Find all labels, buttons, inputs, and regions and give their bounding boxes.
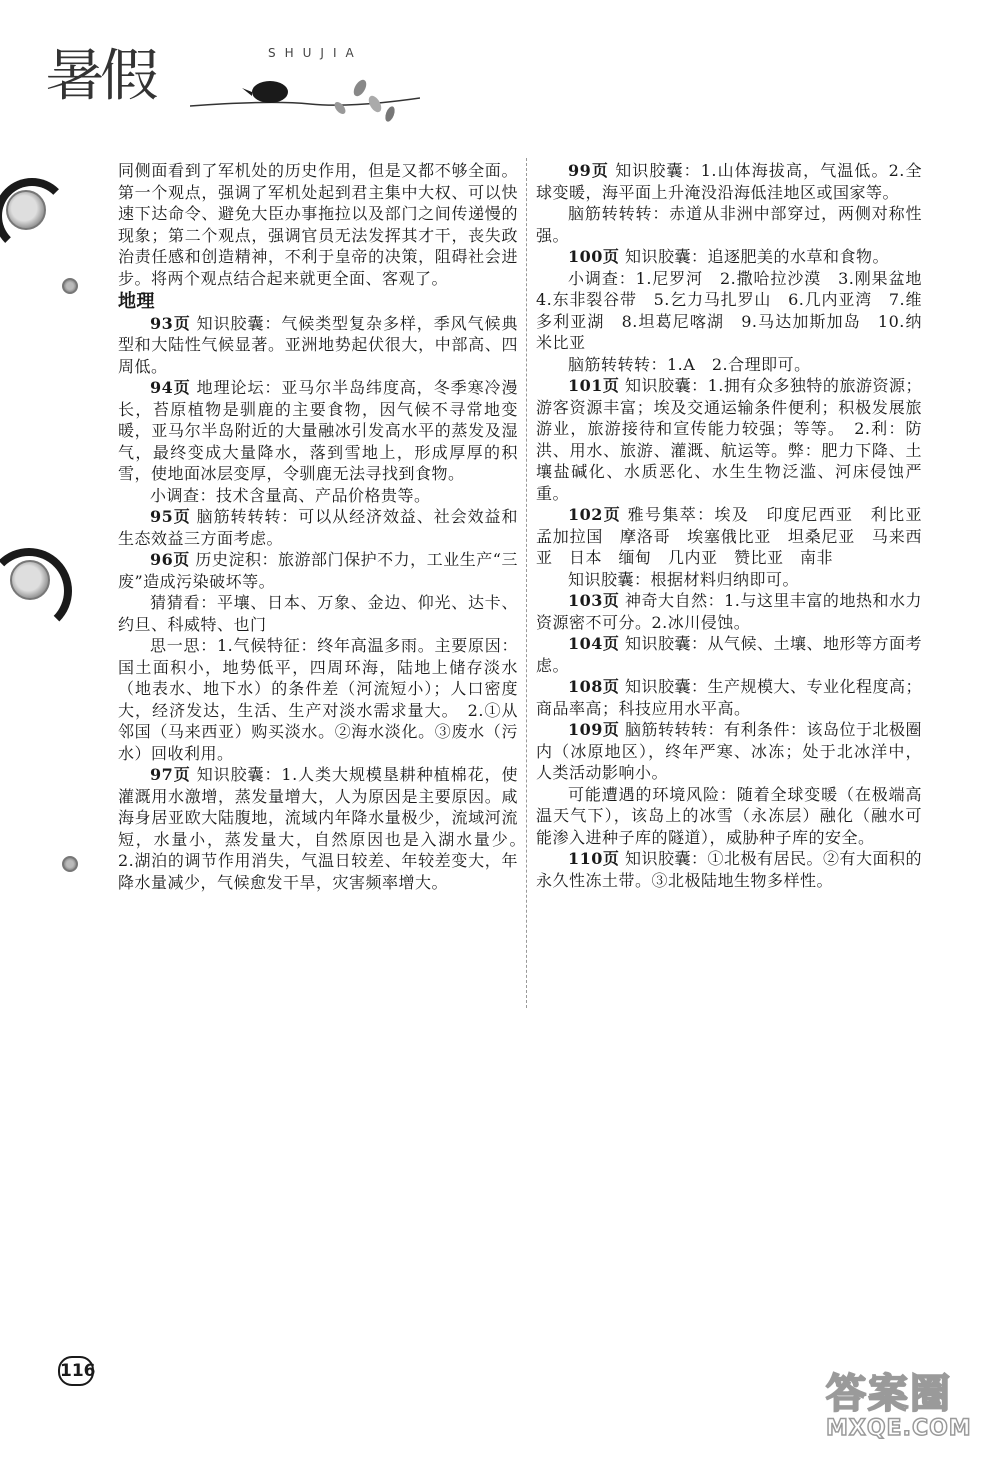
answer-item: [118, 485, 518, 507]
answer-text: 知识胶囊：根据材料归纳即可。: [568, 569, 800, 589]
answer-text: 知识胶囊：从气候、土壤、地形等方面考虑。: [536, 634, 923, 675]
answer-item: [118, 313, 518, 378]
page-header: [40, 38, 440, 108]
answer-text: 知识胶囊：①北极有居民。②有大面积的永久性冻土带。③北极陆地生物多样性。: [536, 849, 923, 890]
page-ref: 108页: [568, 677, 620, 696]
page-number: 116: [58, 1356, 94, 1386]
binder-hole-icon: [62, 278, 78, 294]
answer-text: 地理论坛：亚马尔半岛纬度高，冬季寒冷漫长，苔原植物是驯鹿的主要食物，因气候不寻常地变暖，亚马尔半岛附近的大量融冰引发高水平的蒸发及湿气，最终变成大量降水，落到雪地上，形成厚厚的积雪，使地面冰层变厚，令驯鹿无法寻找到食物。: [118, 378, 518, 483]
answer-item: [536, 676, 922, 719]
answer-text: 知识胶囊：1.人类大规模垦耕种植棉花，使灌溉用水激增，蒸发量增大，人为原因是主要原因。咸海身居亚欧大陆腹地，流域内年降水量极少，流域河流短，水量小，蒸发量大，自然原因也是入湖水量少。 2.湖泊的调节作用消失，气温日较差、年较差变大，年降水量减少，气候愈发干旱，灾害频率增大。: [118, 765, 535, 892]
answer-text: 脑筋转转转：有利条件：该岛位于北极圈内（冰原地区），终年严寒、冰冻；处于北冰洋中，人类活动影响小。: [536, 720, 923, 782]
binder-hole-icon: [62, 856, 78, 872]
answer-item: [536, 848, 922, 891]
answer-text: 知识胶囊：气候类型复杂多样，季风气候典型和大陆性气候显著。亚洲地势起伏很大，中部高、四周低。: [118, 313, 518, 376]
page-ref: 102页: [568, 505, 622, 524]
answer-item: [536, 203, 922, 246]
intro-paragraph: 同侧面看到了军机处的历史作用，但是又都不够全面。第一个观点，强调了军机处起到君主集中大权、可以快速下达命令、避免大臣办事拖拉以及部门之间传递慢的现象；第二个观点，强调官员无法发挥其才干，丧失政治责任感和创造精神，不利于皇帝的决策，阻碍社会进步。将两个观点结合起来就更全面、客观了。: [118, 161, 518, 288]
answer-text: 脑筋转转转：可以从经济效益、社会效益和生态效益三方面考虑。: [118, 507, 518, 548]
answer-text: 小调查：技术含量高、产品价格贵等。: [150, 485, 431, 505]
page-ref: 103页: [568, 591, 620, 610]
answer-text: 脑筋转转转：赤道从非洲中部穿过，两侧对称性强。: [536, 204, 922, 245]
page-ref: 104页: [568, 634, 620, 653]
answer-text: 雅号集萃：埃及 印度尼西亚 利比亚 孟加拉国 摩洛哥 埃塞俄比亚 坦桑尼亚 马来西亚 日本 缅甸 几内亚 赞比亚 南非: [536, 505, 939, 567]
branch-bird-icon: [190, 58, 420, 128]
answer-item: [536, 246, 922, 268]
watermark-url: MXQE.COM: [826, 1416, 972, 1441]
page-ref: 93页: [150, 313, 191, 333]
answer-text: 思一思：1.气候特征：终年高温多雨。主要原因：国土面积小，地势低平，四周环海，陆地上储存淡水（地表水、地下水）的条件差（河流短小）；人口密度大，经济发达，生活、生产对淡水需求量大。 2.①从邻国（马来西亚）购买淡水。②海水淡化。③废水（污水）回收利用。: [118, 636, 518, 763]
answer-text: 神奇大自然：1.与这里丰富的地热和水力资源密不可分。2.冰川侵蚀。: [536, 591, 922, 632]
page-ref: 96页: [150, 550, 190, 569]
page-ref: 95页: [150, 507, 191, 526]
answer-item: [118, 764, 535, 893]
answer-item: [118, 592, 518, 635]
binder-hole-icon: [6, 190, 46, 230]
answer-item: [536, 633, 922, 676]
answer-item: [118, 549, 518, 592]
header-subtitle: SHUJIA: [268, 46, 363, 60]
answer-item: [536, 569, 922, 591]
answer-item: [536, 160, 922, 203]
page-ref: 110页: [568, 849, 620, 868]
left-column: [118, 160, 535, 893]
answer-item: [536, 504, 939, 569]
watermark-logo: 答案圈: [826, 1371, 952, 1417]
page-ref: 100页: [568, 247, 620, 266]
binder-hole-icon: [10, 560, 50, 600]
answer-text: 脑筋转转转：1.A 2.合理即可。: [568, 354, 811, 374]
answer-item: [536, 354, 922, 376]
answer-item: [536, 719, 922, 784]
answer-item: [118, 377, 518, 485]
page-ref: 97页: [150, 765, 191, 784]
answer-item: [118, 506, 518, 549]
header-title: 暑假: [45, 44, 155, 109]
answer-text: 历史淀积：旅游部门保护不力，工业生产“三废”造成污染破坏等。: [118, 550, 518, 591]
section-title: 地理: [118, 291, 155, 312]
page-ref: 94页: [150, 378, 191, 397]
answer-text: 知识胶囊：1.山体海拔高，气温低。2.全球变暖，海平面上升淹没沿海低洼地区或国家等。: [536, 161, 922, 202]
page-ref: 99页: [568, 161, 609, 180]
answer-text: 小调查：1.尼罗河 2.撒哈拉沙漠 3.刚果盆地 4.东非裂谷带 5.乞力马扎罗山 6.几内亚湾 7.维多利亚湖 8.坦葛尼喀湖 9.马达加斯加岛 10.纳米比亚: [536, 268, 939, 352]
page-ref: 109页: [568, 720, 620, 739]
right-column: [536, 160, 939, 891]
answer-text: 知识胶囊：1.拥有众多独特的旅游资源；游客资源丰富；埃及交通运输条件便利；积极发展旅游业，旅游接待和宣传能力较强；等等。 2.利：防洪、用水、旅游、灌溉、航运等。弊：肥力下降、土壤盐碱化、水质恶化、水生生物泛滥、河床侵蚀严重。: [536, 376, 922, 503]
answer-item: [536, 784, 922, 849]
answer-item: [536, 268, 939, 354]
page-ref: 101页: [568, 376, 620, 395]
answer-text: 知识胶囊：追逐肥美的水草和食物。: [625, 247, 890, 266]
answer-text: 猜猜看：平壤、日本、万象、金边、仰光、达卡、约旦、科威特、也门: [118, 593, 518, 634]
column-divider: [526, 158, 527, 1008]
answer-text: 可能遭遇的环境风险：随着全球变暖（在极端高温天气下），该岛上的冰雪（永冻层）融化（融水可能渗入进种子库的隧道），威胁种子库的安全。: [536, 784, 922, 847]
answer-item: [536, 590, 922, 633]
watermark: [826, 1372, 986, 1452]
answer-item: [118, 635, 518, 764]
answer-item: [536, 375, 922, 504]
answer-text: 知识胶囊：生产规模大、专业化程度高；商品率高；科技应用水平高。: [536, 677, 923, 718]
